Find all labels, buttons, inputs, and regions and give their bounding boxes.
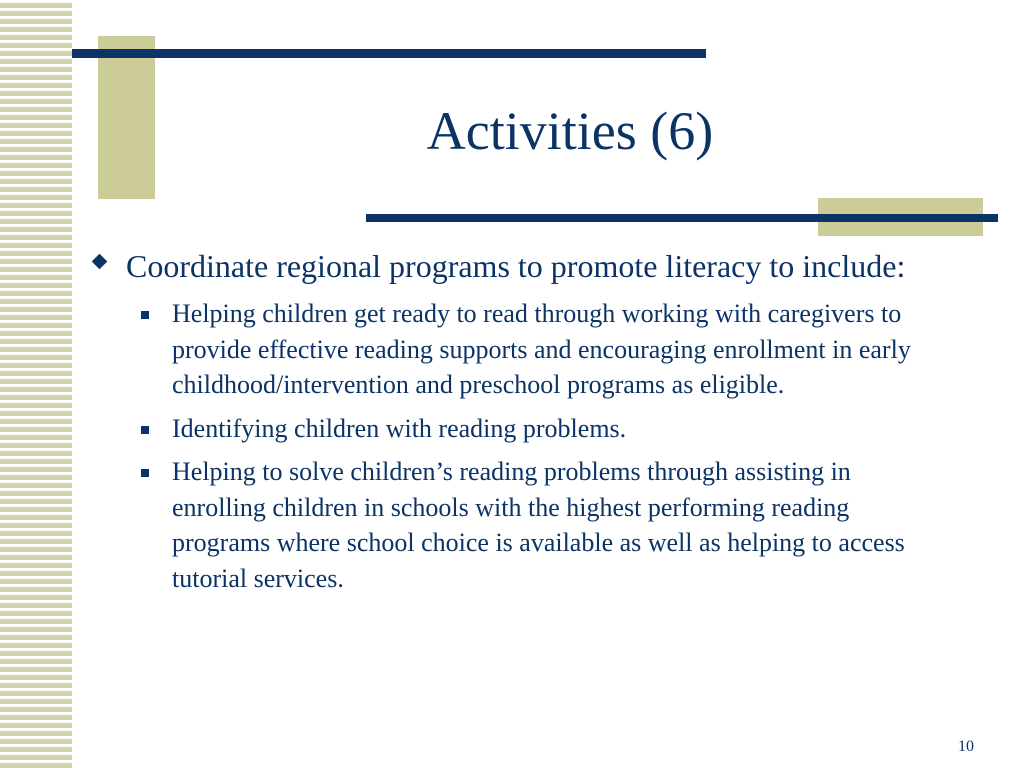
title-bottom-rule xyxy=(366,214,998,222)
square-bullet-icon xyxy=(141,311,149,319)
sub-bullet-text: Helping children get ready to read through working with caregivers to provide effective reading supports and encouraging enrollment in early childhood/intervention and preschool programs as eligible. xyxy=(172,299,911,399)
top-left-accent-block xyxy=(98,36,155,199)
title-top-rule xyxy=(72,49,706,58)
square-bullet-icon xyxy=(141,426,149,434)
main-bullet-text: Coordinate regional programs to promote literacy to include: xyxy=(126,248,906,284)
sub-bullet xyxy=(90,411,942,447)
slide-body xyxy=(90,246,970,604)
sub-bullet xyxy=(90,296,942,403)
sub-bullet-text: Helping to solve children’s reading problems through assisting in enrolling children in schools with the highest performing reading programs where school choice is available as well as helping to access tutorial services. xyxy=(172,457,905,593)
slide-title: Activities (6) xyxy=(426,101,714,161)
sub-bullet-text: Identifying children with reading problems. xyxy=(172,413,627,443)
page-number: 10 xyxy=(958,738,974,755)
square-bullet-icon xyxy=(141,469,149,477)
diamond-bullet-icon xyxy=(92,254,108,270)
sub-bullet-list xyxy=(90,296,970,596)
main-bullet xyxy=(90,246,970,286)
sub-bullet xyxy=(90,454,942,596)
striped-side-panel xyxy=(0,0,72,768)
